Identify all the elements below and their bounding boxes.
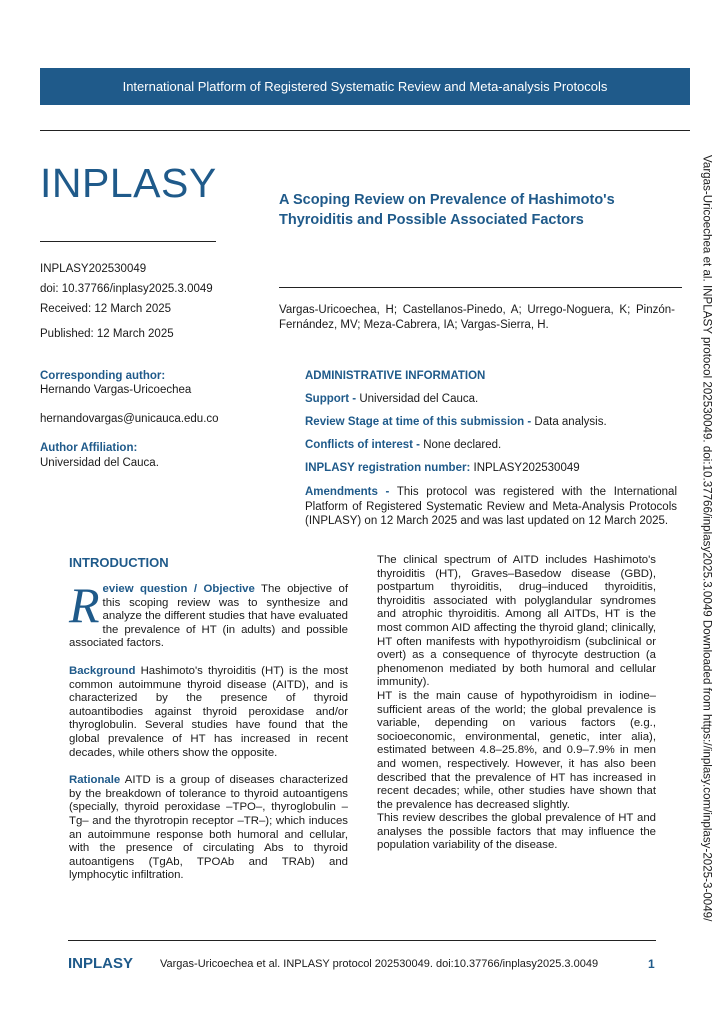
- rationale-paragraph: [69, 774, 348, 883]
- admin-support: [305, 392, 677, 407]
- admin-amendments: [305, 485, 677, 529]
- left-column: [69, 577, 348, 883]
- review-question-text: The objective of this scoping review was to synthesize and analyze the different studies that have evaluated the prevalence of HT (in adults) and possible associated factors.: [69, 583, 348, 650]
- doi[interactable]: doi: 10.37766/inplasy2025.3.0049: [40, 283, 213, 295]
- conflicts-label: Conflicts of interest -: [305, 439, 421, 451]
- support-label: Support -: [305, 393, 357, 405]
- footer-rule: [68, 940, 656, 941]
- review-question: [69, 577, 348, 651]
- rationale-label: Rationale: [69, 774, 121, 787]
- page-number: 1: [648, 957, 655, 971]
- received-date: Received: 12 March 2025: [40, 303, 172, 315]
- admin-registration: [305, 461, 677, 476]
- corresponding-label: Corresponding author:: [40, 370, 166, 382]
- affiliation-value: Universidad del Cauca.: [40, 457, 159, 469]
- admin-stage: [305, 415, 677, 430]
- logo-rule: [40, 241, 216, 242]
- stage-label: Review Stage at time of this submission -: [305, 416, 532, 428]
- inplasy-logo: INPLASY: [40, 160, 217, 206]
- dropcap: R: [69, 577, 100, 633]
- background-paragraph: [69, 665, 348, 760]
- paper-title: A Scoping Review on Prevalence of Hashimoto's Thyroiditis and Possible Associated Factors: [279, 192, 615, 228]
- header-banner: International Platform of Registered Systematic Review and Meta-analysis Protocols: [40, 68, 690, 105]
- corresponding-email[interactable]: hernandovargas@unicauca.edu.co: [40, 413, 219, 425]
- hypothyroidism-paragraph: HT is the main cause of hypothyroidism in iodine–sufficient areas of the world; the global prevalence is variable, depending on various factors (e.g., socioeconomic, environmental, genetic, inter alia), estimated between 4.8–25.8%, and 0.9–7.9% in men and women, respectively. However, it has also been described that the prevalence of HT has increased in recent decades; while, other studies have shown that the prevalence has decreased slightly.: [377, 689, 656, 811]
- reg-label: INPLASY registration number:: [305, 462, 471, 474]
- title-rule: [279, 287, 682, 288]
- support-value: Universidad del Cauca.: [359, 393, 479, 405]
- authors: Vargas-Uricoechea, H; Castellanos-Pinedo, A; Urrego-Noguera, K; Pinzón-Fernández, MV; Meza-Cabrera, IA; Vargas-Sierra, H.: [279, 304, 675, 331]
- published-date: Published: 12 March 2025: [40, 328, 174, 340]
- footer-logo: INPLASY: [68, 955, 134, 972]
- conflicts-value: None declared.: [423, 439, 502, 451]
- registration-id: INPLASY202530049: [40, 263, 147, 275]
- side-citation-text: Vargas-Uricoechea et al. INPLASY protocol 202530049. doi:10.37766/inplasy2025.3.0049 Downloaded from https://inplasy.com/inplasy-2025-3-0049/: [700, 155, 714, 922]
- review-description-paragraph: This review describes the global prevalence of HT and analyses the possible factors that may influence the population variability of the disease.: [377, 812, 656, 852]
- review-question-label: eview question / Objective: [102, 583, 255, 595]
- reg-value: INPLASY202530049: [473, 462, 580, 474]
- background-text: Hashimoto's thyroiditis (HT) is the most common autoimmune thyroid disease (AITD), and is characterized by the presence of thyroid autoantibodies against thyroid peroxidase and/or thyroglobulin. Several studies have found that the global prevalence of HT has increased in recent decades, while others show the opposite.: [69, 664, 348, 759]
- rationale-text: AITD is a group of diseases characterized by the breakdown of tolerance to thyroid autoantigens (specially, thyroid peroxidase –TPO–, thyroglobulin –Tg– and the thyrotropin receptor –TR–); which induces an autoimmune response both humoral and cellular, with the presence of circulating Abs to thyroid autoantigens (TgAb, TPOAb and TRAb) and lymphocytic infiltration.: [69, 774, 348, 882]
- amend-label: Amendments -: [305, 486, 390, 498]
- admin-heading: ADMINISTRATIVE INFORMATION: [305, 370, 486, 382]
- corresponding-name: Hernando Vargas-Uricoechea: [40, 384, 192, 396]
- affiliation-label: Author Affiliation:: [40, 442, 138, 454]
- introduction-heading: INTRODUCTION: [69, 555, 169, 570]
- clinical-spectrum-paragraph: The clinical spectrum of AITD includes Hashimoto's thyroiditis (HT), Graves–Basedow disease (GBD), postpartum thyroiditis, drug–induced thyroiditis, thyroiditis associated with polyglandular syndromes and atrophic thyroiditis. Among all AITDs, HT is the most common AID affecting the thyroid gland; clinically, HT often manifests with hypothyroidism (subclinical or overt) as a consequence of thyrocyte destruction (a phenomenon mediated by both humoral and cellular immunity).: [377, 554, 656, 689]
- amend-value: This protocol was registered with the International Platform of Registered Systematic Review and Meta-Analysis Protocols (INPLASY) on 12 March 2025 and was last updated on 12 March 2025.: [305, 486, 677, 527]
- background-label: Background: [69, 664, 136, 677]
- admin-conflicts: [305, 438, 677, 453]
- side-citation: [697, 155, 717, 1000]
- stage-value: Data analysis.: [534, 416, 607, 428]
- right-column: [377, 554, 656, 853]
- header-rule: [40, 130, 690, 131]
- footer-citation: Vargas-Uricoechea et al. INPLASY protocol 202530049. doi:10.37766/inplasy2025.3.0049: [160, 958, 599, 970]
